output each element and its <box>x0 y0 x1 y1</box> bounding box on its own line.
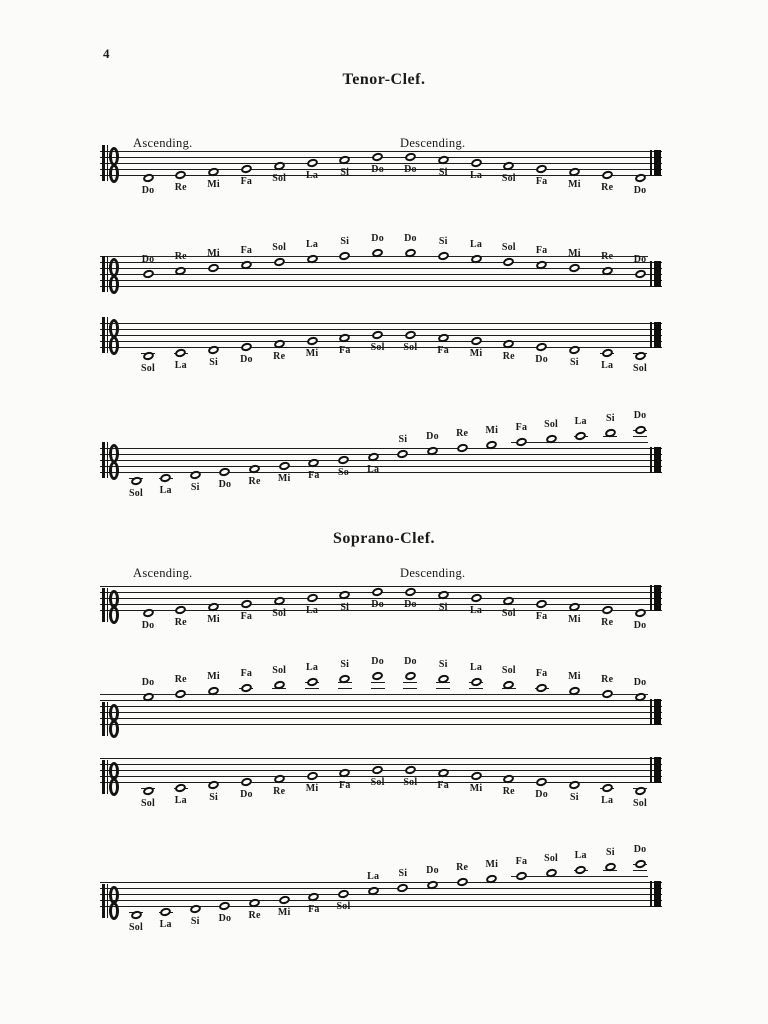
final-barline-thin <box>650 881 652 907</box>
whole-note <box>404 152 417 163</box>
note-label: Si <box>438 167 448 178</box>
whole-note <box>219 901 232 912</box>
ascending-label: Ascending. <box>133 566 193 580</box>
note-label: Re <box>456 428 469 439</box>
note-label: Fa <box>339 345 351 356</box>
note-label: La <box>469 662 483 673</box>
note-label: Mi <box>207 179 220 190</box>
clef-bar <box>107 884 109 918</box>
clef-bar <box>102 702 105 736</box>
note-label: Do <box>426 865 439 876</box>
note-label: Mi <box>277 907 291 918</box>
c-clef-icon <box>102 884 119 918</box>
note-label: Mi <box>568 179 581 190</box>
whole-note <box>404 330 417 341</box>
note-label: Sol <box>272 665 287 676</box>
c-clef-icon <box>102 442 119 478</box>
final-barline <box>654 322 661 348</box>
clef-bar <box>107 442 109 478</box>
note-label: Sol <box>544 853 559 864</box>
note-label: Sol <box>501 173 516 184</box>
note-label: Mi <box>568 248 581 259</box>
note-label: La <box>367 464 380 475</box>
whole-note <box>634 859 647 870</box>
ledger-line <box>469 688 483 689</box>
note-label: Fa <box>515 856 528 867</box>
whole-note <box>159 907 172 918</box>
final-barline-thin <box>650 585 652 611</box>
whole-note <box>601 605 614 616</box>
note-label: Si <box>605 413 615 424</box>
note-label: Do <box>141 254 155 265</box>
whole-note <box>240 342 253 353</box>
clef-lobe <box>109 606 119 624</box>
clef-lobe <box>109 275 119 294</box>
staff-line <box>100 280 662 281</box>
note-label: Do <box>218 479 232 490</box>
note-label: Mi <box>469 348 483 359</box>
note-label: Mi <box>568 671 581 682</box>
note-label: Re <box>601 182 614 193</box>
clef-bar <box>107 588 109 622</box>
note-label: Si <box>438 602 448 613</box>
note-label: Do <box>404 164 417 175</box>
note-label: Fa <box>535 245 548 256</box>
ledger-line <box>633 436 647 437</box>
note-label: Si <box>340 602 350 613</box>
note-label: Sol <box>272 608 287 619</box>
note-label: Sol <box>141 363 155 374</box>
note-label: La <box>174 795 187 806</box>
whole-note <box>240 164 253 175</box>
whole-note <box>502 257 515 268</box>
whole-note <box>515 871 528 882</box>
clef-lobe <box>109 720 119 738</box>
note-label: Re <box>273 786 286 797</box>
whole-note <box>470 158 483 169</box>
note-label: Fa <box>308 904 320 915</box>
whole-note <box>306 158 319 169</box>
clef-lobe <box>109 778 119 796</box>
descending-label: Descending. <box>400 136 466 150</box>
note-label: Si <box>209 792 218 803</box>
whole-note <box>207 780 220 791</box>
c-clef-icon <box>102 145 119 181</box>
note-label: Sol <box>141 798 155 809</box>
note-label: Fa <box>535 668 548 679</box>
note-label: Mi <box>305 348 319 359</box>
note-label: Do <box>141 677 155 688</box>
whole-note <box>174 348 187 359</box>
whole-note <box>174 170 187 181</box>
note-label: La <box>305 605 319 616</box>
ledger-line <box>371 688 385 689</box>
staff-line <box>100 151 662 152</box>
note-label: Sol <box>544 419 559 430</box>
note-label: La <box>469 605 483 616</box>
note-label: Si <box>340 167 350 178</box>
whole-note <box>470 336 483 347</box>
whole-note <box>142 269 155 280</box>
note-label: Si <box>605 847 615 858</box>
whole-note <box>207 345 220 356</box>
whole-note <box>174 689 187 700</box>
note-label: Re <box>174 182 187 193</box>
ledger-line <box>436 688 450 689</box>
whole-note <box>535 777 548 788</box>
whole-note <box>535 683 548 694</box>
whole-note <box>601 689 614 700</box>
clef-lobe <box>109 461 119 480</box>
note-label: Re <box>248 910 261 921</box>
note-label: Do <box>633 254 647 265</box>
whole-note <box>535 599 548 610</box>
staff-line <box>100 586 662 587</box>
note-label: Do <box>633 620 647 631</box>
note-label: Mi <box>305 783 319 794</box>
clef-lobe <box>109 336 119 355</box>
note-label: La <box>305 662 319 673</box>
note-label: Mi <box>485 859 499 870</box>
note-label: Do <box>633 185 647 196</box>
ascending-label: Ascending. <box>133 136 193 150</box>
ledger-line <box>403 688 417 689</box>
whole-note <box>278 461 291 472</box>
note-label: Do <box>240 789 253 800</box>
note-label: Re <box>456 862 469 873</box>
note-label: Mi <box>277 473 291 484</box>
note-label: Do <box>404 233 417 244</box>
note-label: Fa <box>535 611 548 622</box>
note-label: Fa <box>535 176 548 187</box>
note-label: Si <box>398 434 408 445</box>
ledger-line <box>305 688 319 689</box>
staff-line <box>100 454 662 455</box>
whole-note <box>396 449 409 460</box>
note-label: Do <box>371 656 384 667</box>
final-barline <box>654 757 661 783</box>
note-label: Sol <box>272 242 287 253</box>
whole-note <box>159 473 172 484</box>
note-label: Si <box>340 659 350 670</box>
c-clef-icon <box>102 317 119 353</box>
whole-note <box>437 251 450 262</box>
note-label: Fa <box>515 422 528 433</box>
ledger-line <box>371 682 385 683</box>
note-label: Fa <box>437 780 449 791</box>
note-label: Do <box>633 410 647 421</box>
note-label: Sol <box>501 608 516 619</box>
staff-line <box>100 724 662 725</box>
clef-lobe <box>109 164 119 183</box>
note-label: Mi <box>568 614 581 625</box>
staff-line <box>100 460 662 461</box>
whole-note <box>337 455 350 466</box>
staff-line <box>100 448 662 449</box>
clef-bar <box>102 442 105 478</box>
whole-note <box>404 587 417 598</box>
final-barline-thin <box>650 322 652 348</box>
note-label: Re <box>502 786 515 797</box>
note-label: Fa <box>437 345 449 356</box>
c-clef-icon <box>102 702 119 736</box>
whole-note <box>574 865 587 876</box>
note-label: Do <box>218 913 232 924</box>
note-label: Mi <box>207 248 220 259</box>
c-clef-icon <box>102 588 119 622</box>
whole-note <box>306 771 319 782</box>
clef-bar <box>107 760 109 794</box>
clef-bar <box>107 256 109 292</box>
note-label: Do <box>240 354 253 365</box>
note-label: Mi <box>207 671 220 682</box>
ledger-line <box>403 682 417 683</box>
final-barline-thin <box>650 447 652 473</box>
note-label: Fa <box>240 176 253 187</box>
whole-note <box>515 437 528 448</box>
whole-note <box>568 263 581 274</box>
note-label: Do <box>371 164 384 175</box>
note-label: La <box>367 871 380 882</box>
note-label: Si <box>209 357 218 368</box>
note-label: Do <box>141 620 155 631</box>
whole-note <box>278 895 291 906</box>
note-label: Si <box>570 357 579 368</box>
staff-line <box>100 718 662 719</box>
note-label: Do <box>633 677 647 688</box>
note-label: Mi <box>469 783 483 794</box>
whole-note <box>306 593 319 604</box>
note-label: Sol <box>403 342 418 353</box>
note-label: Sol <box>501 665 516 676</box>
whole-note <box>470 593 483 604</box>
note-label: Do <box>141 185 155 196</box>
note-label: Si <box>398 868 408 879</box>
note-label: Do <box>535 789 548 800</box>
note-label: Sol <box>403 777 418 788</box>
note-label: Si <box>190 482 200 493</box>
whole-note <box>456 877 469 888</box>
staff-line <box>100 758 662 759</box>
note-label: Fa <box>240 611 253 622</box>
note-label: Re <box>601 674 614 685</box>
final-barline <box>654 150 661 176</box>
section-title: Soprano-Clef. <box>332 530 436 547</box>
note-label: La <box>574 850 587 861</box>
page-number: 4 <box>103 46 110 61</box>
note-label: Sol <box>501 242 516 253</box>
whole-note <box>404 671 417 682</box>
c-clef-icon <box>102 256 119 292</box>
note-label: So <box>338 467 349 478</box>
note-label: Re <box>174 674 187 685</box>
staff-line <box>100 706 662 707</box>
note-label: La <box>601 360 614 371</box>
whole-note <box>207 263 220 274</box>
final-barline <box>654 585 661 611</box>
note-label: La <box>305 239 319 250</box>
whole-note <box>240 683 253 694</box>
note-label: Do <box>404 599 417 610</box>
ledger-line <box>633 870 647 871</box>
whole-note <box>219 467 232 478</box>
whole-note <box>371 587 384 598</box>
clef-bar <box>102 256 105 292</box>
note-label: Do <box>371 599 384 610</box>
note-label: La <box>159 485 172 496</box>
note-label: Re <box>273 351 286 362</box>
note-label: Si <box>570 792 579 803</box>
note-label: La <box>469 239 483 250</box>
note-label: La <box>159 919 172 930</box>
staff-line <box>100 274 662 275</box>
note-label: La <box>469 170 483 181</box>
section-title: Tenor-Clef. <box>342 71 426 88</box>
note-label: Do <box>404 656 417 667</box>
note-label: Do <box>633 844 647 855</box>
extended-ledger-line <box>511 876 648 877</box>
note-label: La <box>601 795 614 806</box>
note-label: Si <box>438 236 448 247</box>
whole-note <box>574 431 587 442</box>
staff-line <box>100 712 662 713</box>
whole-note <box>404 765 417 776</box>
staff-line <box>100 894 662 895</box>
clef-bar <box>102 588 105 622</box>
note-label: Re <box>601 617 614 628</box>
staff-line <box>100 323 662 324</box>
whole-note <box>470 677 483 688</box>
whole-note <box>456 443 469 454</box>
extended-ledger-line <box>511 442 648 443</box>
note-label: La <box>574 416 587 427</box>
whole-note <box>273 257 286 268</box>
note-label: Si <box>190 916 200 927</box>
note-label: Sol <box>336 901 351 912</box>
staff-line <box>100 329 662 330</box>
whole-note <box>240 599 253 610</box>
whole-note <box>601 783 614 794</box>
note-label: Sol <box>129 922 143 933</box>
final-barline-thin <box>650 757 652 783</box>
note-label: Sol <box>370 342 385 353</box>
c-clef-icon <box>102 760 119 794</box>
whole-note <box>634 425 647 436</box>
whole-note <box>371 152 384 163</box>
whole-note <box>240 777 253 788</box>
whole-note <box>174 783 187 794</box>
note-label: Do <box>371 233 384 244</box>
clef-bar <box>102 760 105 794</box>
final-barline <box>654 699 661 725</box>
note-label: Re <box>601 251 614 262</box>
whole-note <box>535 164 548 175</box>
whole-note <box>306 677 319 688</box>
note-label: La <box>305 170 319 181</box>
note-label: Fa <box>308 470 320 481</box>
clef-bar <box>102 145 105 181</box>
staff-line <box>100 700 662 701</box>
clef-bar <box>107 317 109 353</box>
note-label: Do <box>535 354 548 365</box>
clef-bar <box>102 884 105 918</box>
staff-line <box>100 882 662 883</box>
staff-line <box>100 906 662 907</box>
final-barline <box>654 447 661 473</box>
clef-bar <box>107 145 109 181</box>
staff-line <box>100 764 662 765</box>
final-barline-thin <box>650 150 652 176</box>
whole-note <box>601 170 614 181</box>
note-label: La <box>174 360 187 371</box>
whole-note <box>396 883 409 894</box>
clef-lobe <box>109 902 119 920</box>
note-label: Sol <box>129 488 143 499</box>
staff-line <box>100 286 662 287</box>
note-label: Re <box>174 617 187 628</box>
note-label: Mi <box>207 614 220 625</box>
note-label: Fa <box>240 668 253 679</box>
staff-line <box>100 888 662 889</box>
note-label: Re <box>174 251 187 262</box>
note-label: Si <box>340 236 350 247</box>
note-label: Si <box>438 659 448 670</box>
note-label: Mi <box>485 425 499 436</box>
whole-note <box>470 771 483 782</box>
final-barline-thin <box>650 699 652 725</box>
note-label: Sol <box>633 798 647 809</box>
note-label: Sol <box>272 173 287 184</box>
ledger-line <box>338 688 352 689</box>
note-label: Sol <box>633 363 647 374</box>
whole-note <box>371 765 384 776</box>
whole-note <box>338 251 351 262</box>
final-barline <box>654 881 661 907</box>
note-label: Fa <box>339 780 351 791</box>
whole-note <box>371 671 384 682</box>
note-label: Re <box>248 476 261 487</box>
note-label: Do <box>426 431 439 442</box>
staff-line <box>100 900 662 901</box>
clef-bar <box>102 317 105 353</box>
whole-note <box>174 605 187 616</box>
descending-label: Descending. <box>400 566 466 580</box>
whole-note <box>306 336 319 347</box>
whole-note <box>371 330 384 341</box>
note-label: Fa <box>240 245 253 256</box>
clef-bar <box>107 702 109 736</box>
whole-note <box>337 889 350 900</box>
whole-note <box>535 342 548 353</box>
note-label: Re <box>502 351 515 362</box>
note-label: Sol <box>370 777 385 788</box>
whole-note <box>601 348 614 359</box>
whole-note <box>634 269 647 280</box>
